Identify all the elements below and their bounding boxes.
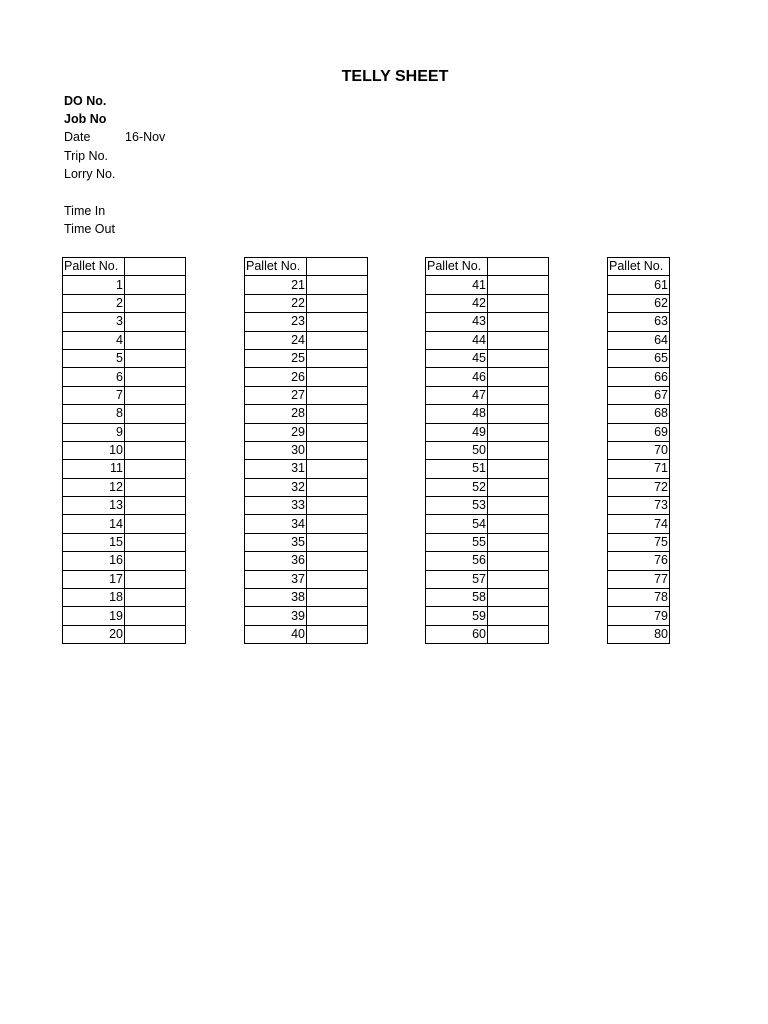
pallet-number-cell: 29 [245,423,307,441]
table-row [63,276,186,294]
table-row [63,368,186,386]
pallet-entry-cell[interactable] [307,313,368,331]
date-label: Date [64,130,91,144]
table-row [608,515,670,533]
table-row [245,460,368,478]
pallet-entry-cell[interactable] [307,441,368,459]
pallet-entry-cell[interactable] [307,478,368,496]
table-row [63,460,186,478]
trip-no-label: Trip No. [64,149,108,163]
pallet-entry-cell[interactable] [307,515,368,533]
date-value[interactable]: 16-Nov [125,130,166,144]
pallet-number-cell: 22 [245,294,307,312]
pallet-entry-header[interactable] [488,258,549,276]
do-no-row [64,92,125,110]
table-row [608,607,670,625]
pallet-number-cell: 62 [608,294,670,312]
pallet-number-cell: 65 [608,349,670,367]
pallet-entry-cell[interactable] [488,515,549,533]
pallet-entry-cell[interactable] [307,589,368,607]
table-row [426,552,549,570]
pallet-table-4 [607,257,670,644]
table-row [245,515,368,533]
table-row [63,405,186,423]
pallet-number-cell: 80 [608,625,670,643]
pallet-entry-cell[interactable] [307,368,368,386]
table-row [426,405,549,423]
pallet-entry-cell[interactable] [488,441,549,459]
pallet-number-cell: 6 [63,368,125,386]
pallet-entry-cell[interactable] [125,607,186,625]
pallet-number-cell: 4 [63,331,125,349]
pallet-number-cell: 51 [426,460,488,478]
pallet-number-cell: 79 [608,607,670,625]
pallet-number-cell: 37 [245,570,307,588]
do-no-label: DO No. [64,94,107,108]
pallet-number-cell: 75 [608,533,670,551]
table-row [426,313,549,331]
pallet-entry-cell[interactable] [125,460,186,478]
pallet-entry-cell[interactable] [125,331,186,349]
pallet-number-cell: 68 [608,405,670,423]
table-row [426,497,549,515]
table-row [245,368,368,386]
pallet-number-cell: 58 [426,589,488,607]
table-row [608,441,670,459]
pallet-number-cell: 30 [245,441,307,459]
pallet-entry-cell[interactable] [307,423,368,441]
table-row [63,478,186,496]
pallet-number-cell: 47 [426,386,488,404]
pallet-entry-cell[interactable] [488,349,549,367]
pallet-header-row [426,258,549,276]
pallet-entry-cell[interactable] [488,589,549,607]
pallet-number-cell: 8 [63,405,125,423]
table-row [608,460,670,478]
table-row [63,331,186,349]
table-row [245,497,368,515]
pallet-entry-cell[interactable] [307,607,368,625]
job-no-row [64,110,125,128]
pallet-number-cell: 56 [426,552,488,570]
pallet-number-cell: 25 [245,349,307,367]
pallet-entry-cell[interactable] [125,533,186,551]
pallet-number-cell: 28 [245,405,307,423]
table-row [63,497,186,515]
pallet-entry-cell[interactable] [488,423,549,441]
table-row [245,294,368,312]
job-no-label: Job No [64,112,107,126]
pallet-entry-cell[interactable] [125,589,186,607]
table-row [245,441,368,459]
pallet-number-cell: 71 [608,460,670,478]
table-row [608,570,670,588]
pallet-entry-cell[interactable] [488,368,549,386]
table-row [426,515,549,533]
pallet-number-cell: 42 [426,294,488,312]
pallet-entry-cell[interactable] [125,405,186,423]
pallet-number-cell: 63 [608,313,670,331]
pallet-number-cell: 60 [426,625,488,643]
pallet-table-2 [244,257,368,644]
table-row [608,294,670,312]
pallet-number-cell: 55 [426,533,488,551]
table-row [426,570,549,588]
table-row [426,460,549,478]
pallet-entry-cell[interactable] [125,423,186,441]
table-row [245,552,368,570]
pallet-header-row [608,258,670,276]
pallet-entry-cell[interactable] [307,497,368,515]
pallet-entry-cell[interactable] [488,552,549,570]
table-row [63,607,186,625]
pallet-no-header: Pallet No. [63,258,125,276]
pallet-number-cell: 19 [63,607,125,625]
pallet-entry-cell[interactable] [488,294,549,312]
table-row [608,405,670,423]
pallet-number-cell: 77 [608,570,670,588]
lorry-no-label: Lorry No. [64,167,116,181]
pallet-entry-cell[interactable] [125,570,186,588]
pallet-number-cell: 1 [63,276,125,294]
pallet-entry-cell[interactable] [307,625,368,643]
table-row [608,589,670,607]
pallet-entry-cell[interactable] [125,515,186,533]
pallet-entry-cell[interactable] [488,276,549,294]
pallet-entry-header[interactable] [125,258,186,276]
pallet-number-cell: 46 [426,368,488,386]
pallet-entry-cell[interactable] [125,478,186,496]
table-row [426,386,549,404]
table-row [245,570,368,588]
pallet-entry-cell[interactable] [488,478,549,496]
pallet-number-cell: 44 [426,331,488,349]
pallet-number-cell: 52 [426,478,488,496]
pallet-number-cell: 61 [608,276,670,294]
pallet-number-cell: 50 [426,441,488,459]
table-row [63,423,186,441]
table-row [245,313,368,331]
table-row [426,423,549,441]
pallet-number-cell: 73 [608,497,670,515]
pallet-number-cell: 59 [426,607,488,625]
pallet-number-cell: 54 [426,515,488,533]
pallet-number-cell: 24 [245,331,307,349]
pallet-entry-cell[interactable] [307,533,368,551]
table-row [608,478,670,496]
table-row [245,625,368,643]
pallet-number-cell: 43 [426,313,488,331]
table-row [63,313,186,331]
pallet-number-cell: 2 [63,294,125,312]
pallet-entry-cell[interactable] [125,441,186,459]
table-row [245,423,368,441]
table-row [608,313,670,331]
pallet-entry-cell[interactable] [488,313,549,331]
pallet-number-cell: 13 [63,497,125,515]
pallet-number-cell: 57 [426,570,488,588]
pallet-entry-cell[interactable] [125,276,186,294]
table-row [63,552,186,570]
pallet-number-cell: 35 [245,533,307,551]
time-in-row [64,202,125,220]
pallet-number-cell: 72 [608,478,670,496]
table-row [245,478,368,496]
pallet-entry-cell[interactable] [307,386,368,404]
pallet-entry-cell[interactable] [488,625,549,643]
pallet-entry-cell[interactable] [307,276,368,294]
pallet-entry-cell[interactable] [307,331,368,349]
table-row [608,533,670,551]
pallet-number-cell: 76 [608,552,670,570]
table-row [63,589,186,607]
pallet-number-cell: 33 [245,497,307,515]
table-row [245,533,368,551]
table-row [63,625,186,643]
pallet-number-cell: 69 [608,423,670,441]
table-row [63,441,186,459]
pallet-header-row [63,258,186,276]
table-row [608,625,670,643]
trip-no-row [64,147,125,165]
pallet-number-cell: 11 [63,460,125,478]
pallet-entry-cell[interactable] [125,552,186,570]
table-row [426,294,549,312]
table-row [608,423,670,441]
table-row [63,533,186,551]
pallet-number-cell: 64 [608,331,670,349]
time-out-label: Time Out [64,222,115,236]
pallet-number-cell: 27 [245,386,307,404]
pallet-entry-cell[interactable] [488,607,549,625]
pallet-number-cell: 10 [63,441,125,459]
table-row [245,589,368,607]
pallet-number-cell: 21 [245,276,307,294]
pallet-table-3 [425,257,549,644]
pallet-number-cell: 15 [63,533,125,551]
pallet-number-cell: 48 [426,405,488,423]
pallet-entry-header[interactable] [307,258,368,276]
pallet-number-cell: 31 [245,460,307,478]
pallet-entry-cell[interactable] [307,552,368,570]
pallet-entry-cell[interactable] [125,294,186,312]
lorry-no-row [64,165,125,183]
pallet-number-cell: 40 [245,625,307,643]
table-row [426,441,549,459]
table-row [426,276,549,294]
pallet-number-cell: 34 [245,515,307,533]
pallet-number-cell: 78 [608,589,670,607]
pallet-no-header: Pallet No. [245,258,307,276]
table-row [245,349,368,367]
pallet-number-cell: 18 [63,589,125,607]
pallet-number-cell: 20 [63,625,125,643]
table-row [426,349,549,367]
table-row [426,589,549,607]
table-row [426,331,549,349]
pallet-header-row [245,258,368,276]
pallet-table-1 [62,257,186,644]
pallet-number-cell: 41 [426,276,488,294]
table-row [608,349,670,367]
pallet-no-header: Pallet No. [426,258,488,276]
pallet-entry-cell[interactable] [125,349,186,367]
pallet-entry-cell[interactable] [307,349,368,367]
table-row [608,386,670,404]
table-row [608,276,670,294]
time-out-row [64,220,125,238]
table-row [608,368,670,386]
pallet-entry-cell[interactable] [488,405,549,423]
pallet-number-cell: 32 [245,478,307,496]
table-row [63,349,186,367]
table-row [245,386,368,404]
table-row [63,570,186,588]
pallet-number-cell: 66 [608,368,670,386]
table-row [245,607,368,625]
pallet-entry-cell[interactable] [488,533,549,551]
pallet-number-cell: 3 [63,313,125,331]
table-row [608,331,670,349]
pallet-number-cell: 49 [426,423,488,441]
table-row [245,276,368,294]
table-row [63,294,186,312]
pallet-entry-cell[interactable] [488,570,549,588]
pallet-entry-cell[interactable] [125,497,186,515]
pallet-number-cell: 67 [608,386,670,404]
pallet-entry-cell[interactable] [307,460,368,478]
pallet-number-cell: 36 [245,552,307,570]
pallet-entry-cell[interactable] [488,460,549,478]
pallet-entry-cell[interactable] [488,386,549,404]
pallet-number-cell: 5 [63,349,125,367]
sheet-title: TELLY SHEET [341,68,449,85]
pallet-entry-cell[interactable] [488,331,549,349]
pallet-number-cell: 39 [245,607,307,625]
table-row [426,478,549,496]
pallet-number-cell: 14 [63,515,125,533]
table-row [608,497,670,515]
table-row [63,386,186,404]
pallet-no-header: Pallet No. [608,258,670,276]
table-row [245,331,368,349]
pallet-entry-cell[interactable] [307,570,368,588]
pallet-number-cell: 38 [245,589,307,607]
pallet-number-cell: 26 [245,368,307,386]
table-row [426,368,549,386]
table-row [608,552,670,570]
pallet-number-cell: 17 [63,570,125,588]
pallet-entry-cell[interactable] [125,313,186,331]
date-row [64,128,165,146]
pallet-number-cell: 16 [63,552,125,570]
pallet-number-cell: 74 [608,515,670,533]
pallet-number-cell: 7 [63,386,125,404]
table-row [426,607,549,625]
pallet-number-cell: 23 [245,313,307,331]
time-in-label: Time In [64,204,106,218]
table-row [245,405,368,423]
pallet-number-cell: 45 [426,349,488,367]
table-row [426,625,549,643]
pallet-number-cell: 70 [608,441,670,459]
pallet-number-cell: 9 [63,423,125,441]
pallet-number-cell: 53 [426,497,488,515]
table-row [63,515,186,533]
pallet-entry-cell[interactable] [488,497,549,515]
pallet-entry-cell[interactable] [125,625,186,643]
table-row [426,533,549,551]
pallet-number-cell: 12 [63,478,125,496]
pallet-entry-cell[interactable] [125,368,186,386]
pallet-entry-cell[interactable] [307,405,368,423]
pallet-entry-cell[interactable] [307,294,368,312]
pallet-entry-cell[interactable] [125,386,186,404]
